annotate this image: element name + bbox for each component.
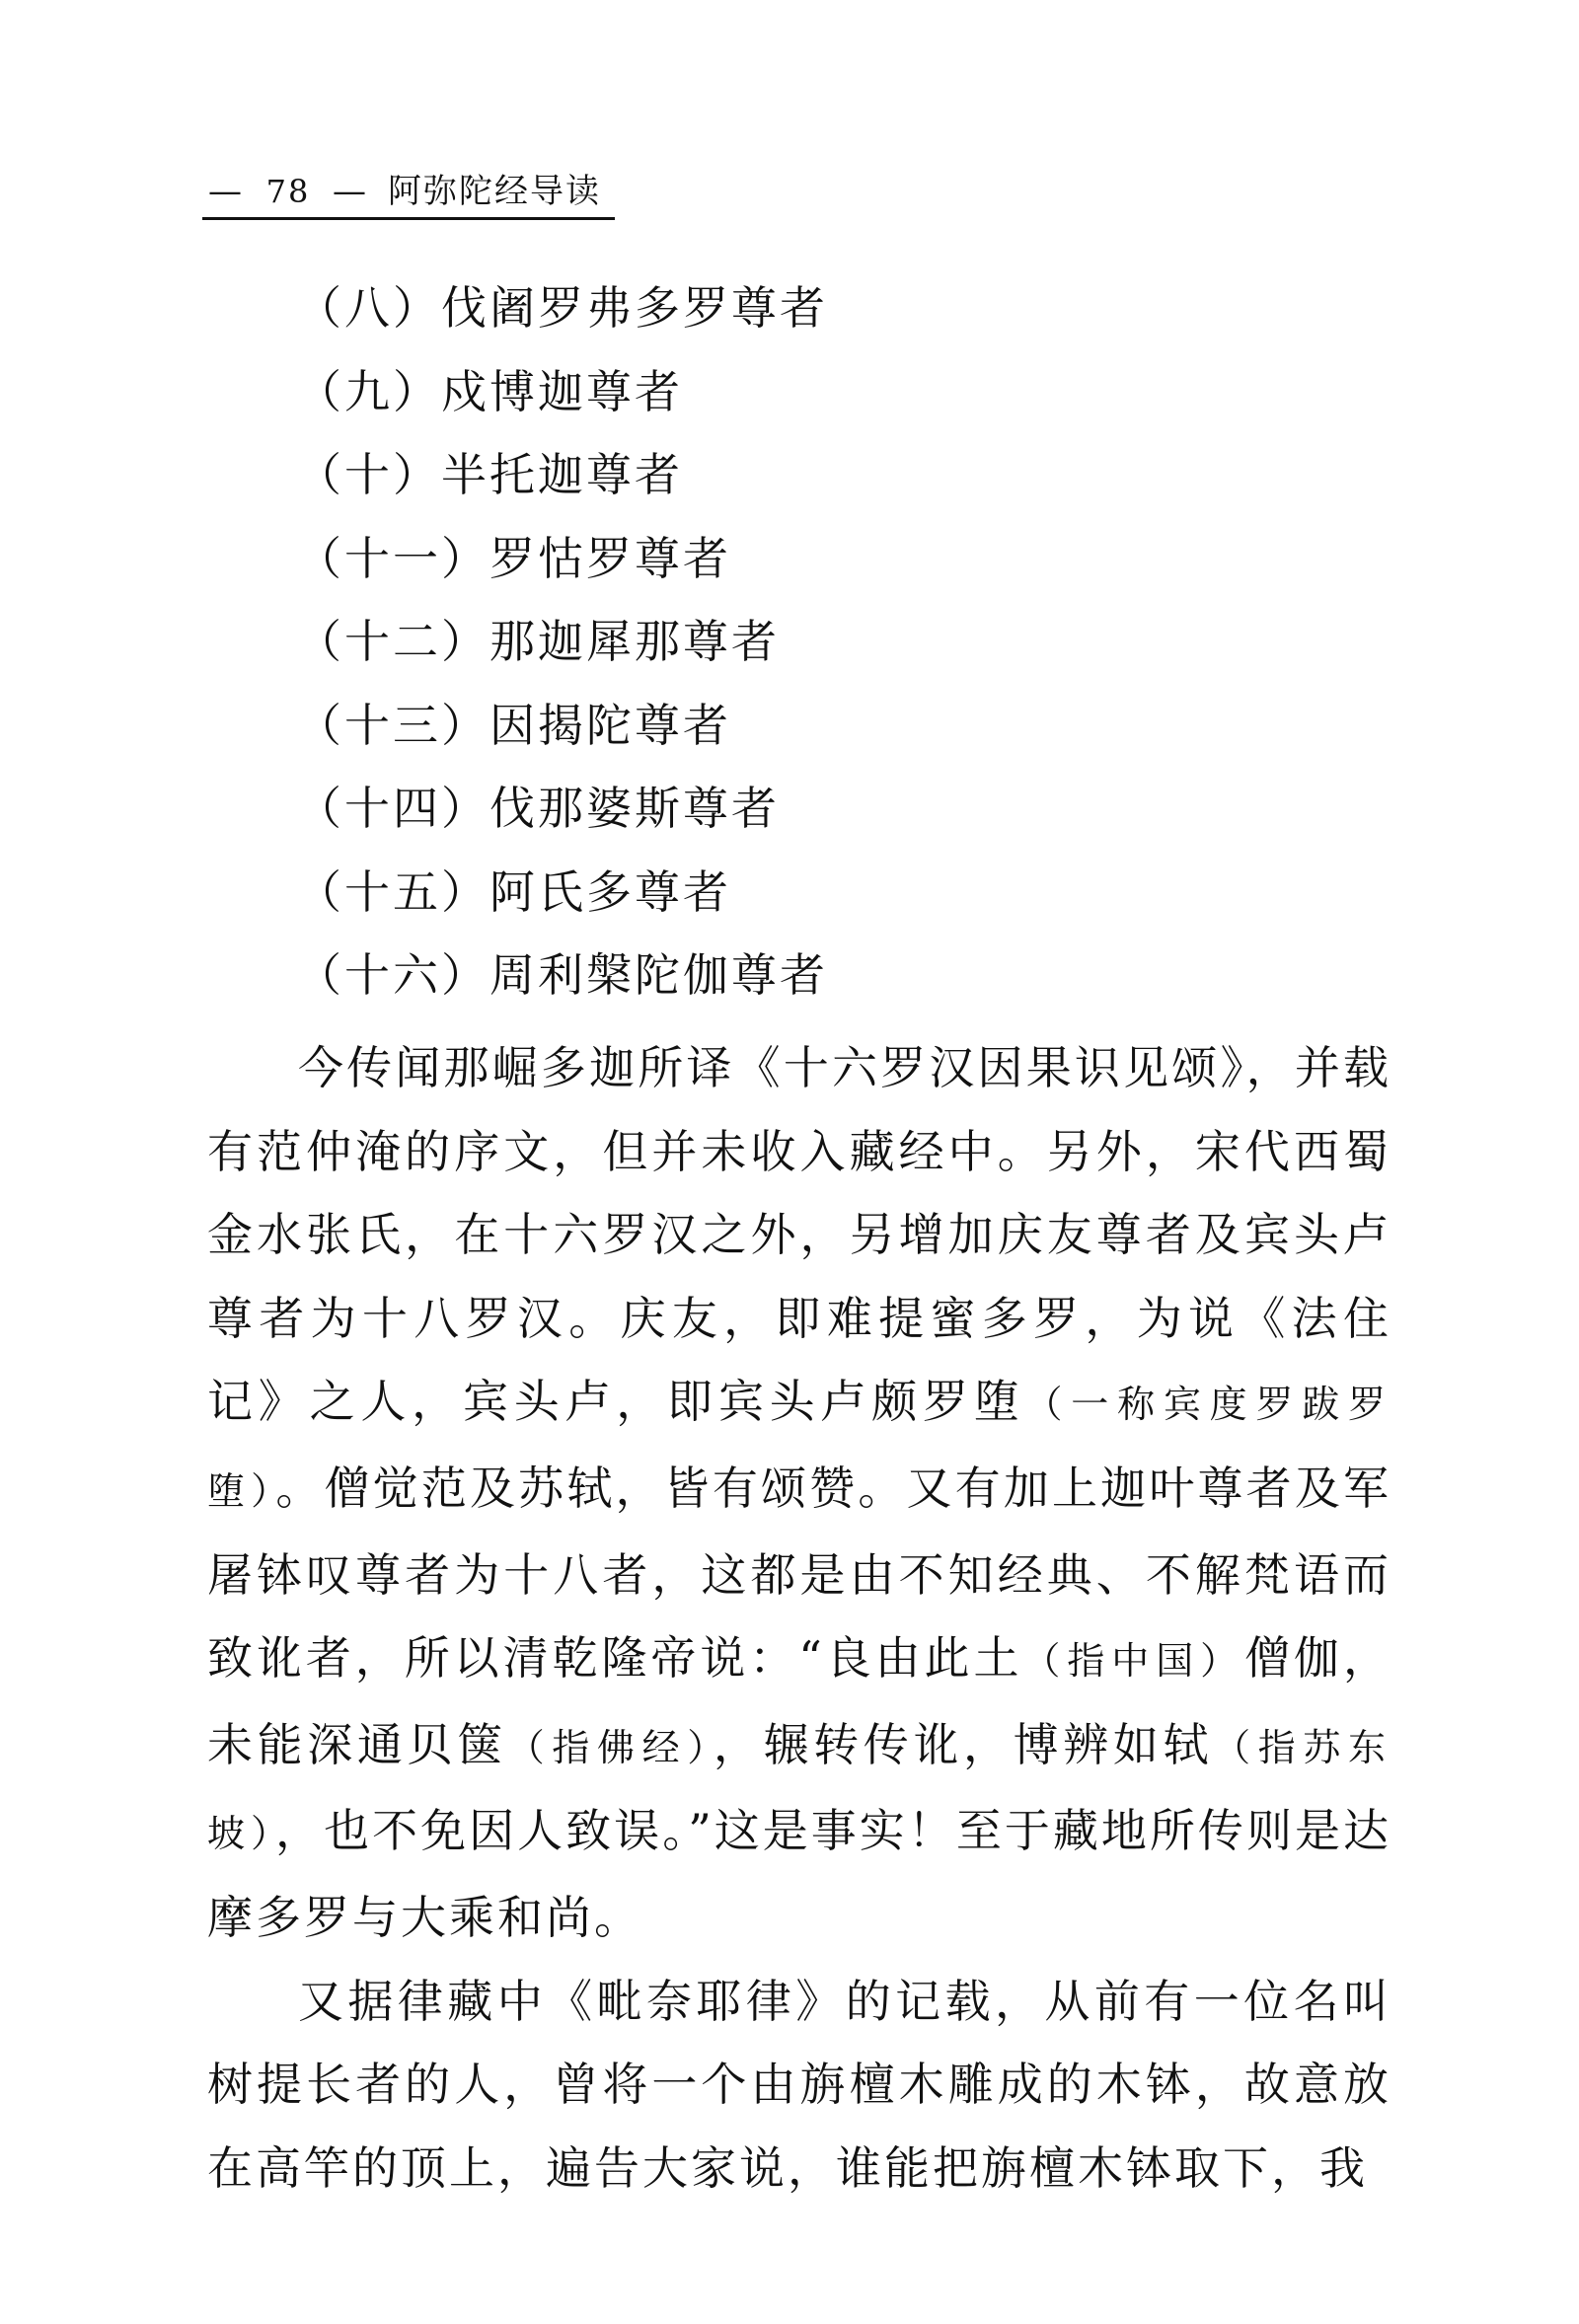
list-item-number: （十）: [296, 448, 441, 501]
page-number: 78: [265, 173, 311, 210]
list-item: [296, 608, 1401, 692]
list-item-number: （十六）: [296, 948, 489, 1002]
body-text: [207, 1026, 1391, 2210]
list-item: [296, 358, 1401, 442]
list-item-number: （八）: [296, 281, 441, 335]
list-item-name: 阿氏多尊者: [489, 864, 731, 919]
annotation-note: （指苏东坡）: [207, 1725, 1391, 1856]
list-item: [296, 441, 1401, 525]
list-item-name: 周利槃陀伽尊者: [489, 948, 828, 1002]
arhat-list: [296, 274, 1401, 1025]
list-item-name: 那迦犀那尊者: [489, 615, 780, 668]
paragraph-vinaya-story: 又据律藏中《毗奈耶律》的记载，从前有一位名叫树提长者的人，曾将一个由旃檀木雕成的木钵，故意放在高竿的顶上，遍告大家说，谁能把旃檀木钵取下，我: [207, 1974, 1391, 2195]
paragraph-text: ，也不免因人致误。”这是事实！至于藏地所传则是达摩多罗与大乘和尚。: [207, 1804, 1391, 1944]
list-item: [296, 525, 1401, 609]
running-header: [202, 166, 615, 220]
list-item: [296, 941, 1401, 1025]
list-item-name: 因揭陀尊者: [489, 698, 731, 752]
list-item-name: 戍博迦尊者: [441, 364, 683, 418]
list-item-name: 半托迦尊者: [441, 448, 683, 501]
list-item-number: （九）: [296, 364, 441, 418]
list-item-name: 罗怙罗尊者: [489, 531, 731, 585]
paragraph-text: 僧伽，未能深通贝箧: [207, 1631, 1391, 1771]
annotation-note: （指佛经）: [506, 1725, 714, 1769]
book-title: 阿弥陀经导读: [388, 172, 601, 211]
paragraph-text: ，辗转传讹，博辨如轼: [713, 1717, 1214, 1771]
annotation-note: （指中国）: [1022, 1639, 1245, 1684]
list-item: [296, 274, 1401, 358]
list-item-name: 伐那婆斯尊者: [489, 782, 780, 835]
header-dash-right: —: [333, 172, 368, 211]
list-item-number: （十三）: [296, 698, 489, 752]
paragraph-text: 。僧觉范及苏轼，皆有颂赞。又有加上迦叶尊者及军屠钵叹尊者为十八者，这都是由不知经典、不解梵语而致讹者，所以清乾隆帝说：“良由此土: [207, 1461, 1391, 1686]
annotation-note: （一称宾度罗跋罗堕）: [207, 1383, 1391, 1513]
list-item: [296, 775, 1401, 859]
list-item-number: （十二）: [296, 615, 489, 668]
list-item-name: 伐阇罗弗多罗尊者: [441, 281, 828, 335]
list-item-number: （十一）: [296, 531, 489, 585]
list-item-number: （十五）: [296, 864, 489, 919]
paragraph-text: 今传闻那崛多迦所译《十六罗汉因果识见颂》，并载有范仲淹的序文，但并未收入藏经中。另外，宋代西蜀金水张氏，在十六罗汉之外，另增加庆友尊者及宾头卢尊者为十八罗汉。庆友，即难提蜜多罗，为说《法住记》之人，宾头卢，即宾头卢颇罗堕: [207, 1041, 1391, 1429]
list-item-number: （十四）: [296, 782, 489, 835]
list-item: [296, 692, 1401, 776]
list-item: [296, 859, 1401, 942]
header-dash-left: —: [208, 172, 244, 211]
paragraph-arhat-history: [207, 1026, 1391, 1960]
